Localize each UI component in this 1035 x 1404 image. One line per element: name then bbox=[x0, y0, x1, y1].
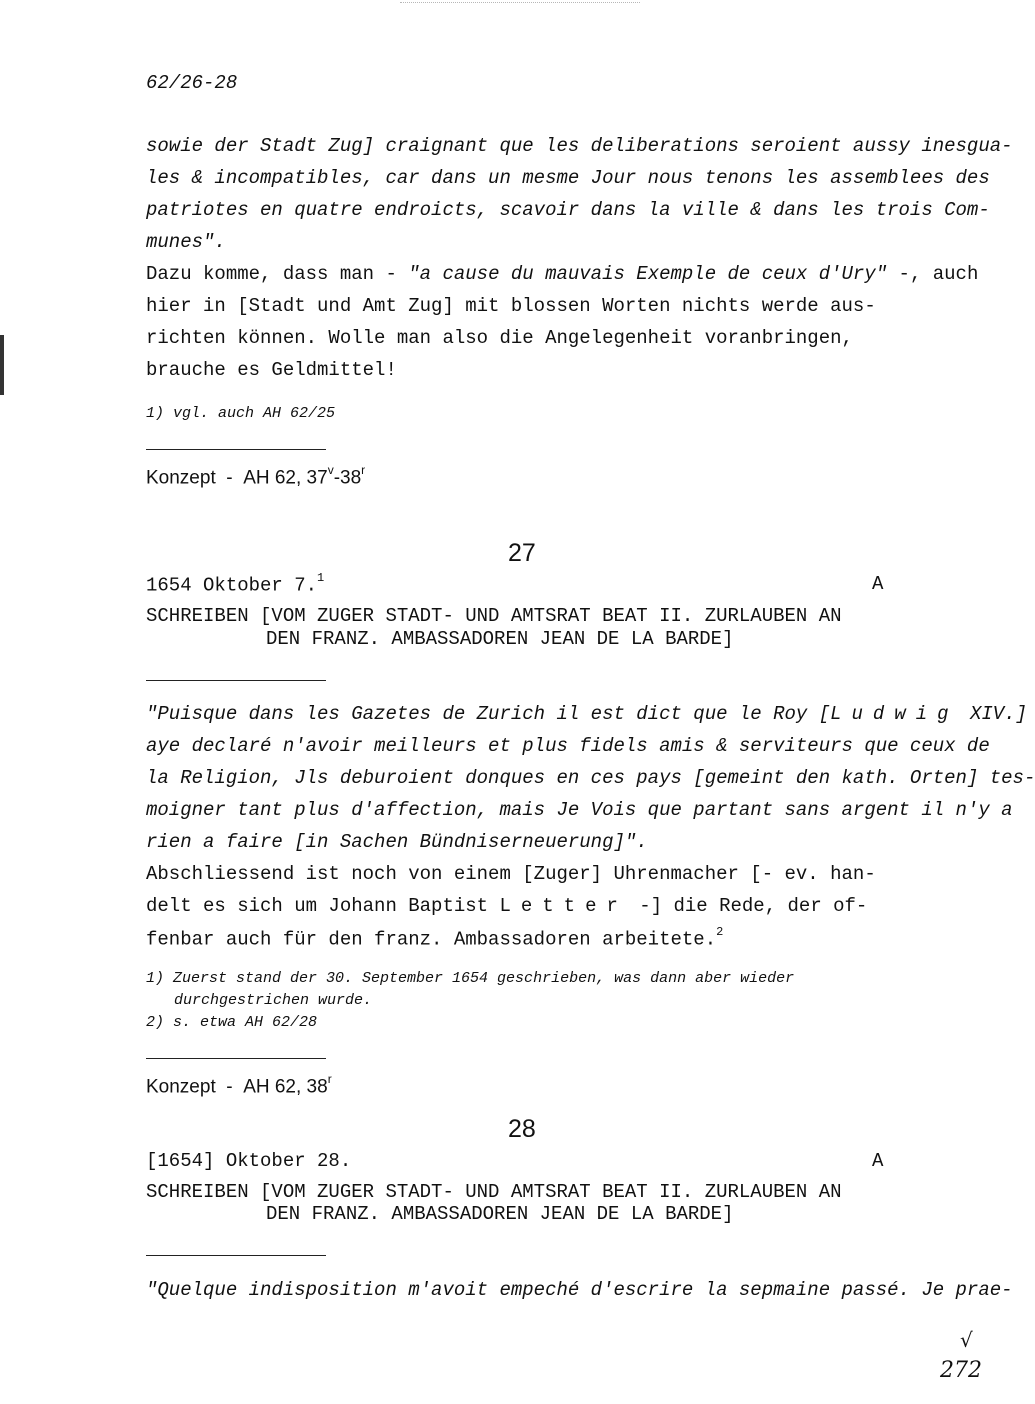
quote-inline: "a cause du mauvais Exemple de ceux d'Ury" bbox=[408, 263, 888, 285]
scan-artifact bbox=[400, 2, 640, 8]
footnote: 2) s. etwa AH 62/28 bbox=[146, 1014, 318, 1031]
document-title: DEN FRANZ. AMBASSADOREN JEAN DE LA BARDE] bbox=[266, 1203, 734, 1225]
document-number: 27 bbox=[508, 539, 536, 567]
paragraph-line bbox=[146, 895, 867, 917]
quote-text: "Puisque dans les Gazetes de Zurich il est dict que le Roy [ bbox=[146, 703, 831, 725]
konzept-label: Konzept bbox=[146, 467, 216, 489]
paragraph-line: hier in [Stadt und Amt Zug] mit blossen Worten nichts werde aus- bbox=[146, 295, 876, 317]
paragraph-line: richten können. Wolle man also die Angelegenheit voranbringen, bbox=[146, 327, 853, 349]
quote-line: moigner tant plus d'affection, mais Je Vois que partant sans argent il n'y a bbox=[146, 799, 1013, 821]
konzept-folio: -38 bbox=[333, 467, 362, 489]
paragraph-line: brauche es Geldmittel! bbox=[146, 359, 397, 381]
paragraph-line bbox=[146, 263, 978, 285]
quote-line: patriotes en quatre endroicts, scavoir dans la ville & dans les trois Com- bbox=[146, 199, 990, 221]
document-title: SCHREIBEN [VOM ZUGER STADT- UND AMTSRAT BEAT II. ZURLAUBEN AN bbox=[146, 1181, 842, 1203]
footnote: 1) vgl. auch AH 62/25 bbox=[146, 405, 336, 422]
check-mark: √ bbox=[960, 1328, 973, 1352]
scan-edge-mark bbox=[0, 335, 4, 395]
quote-line: les & incompatibles, car dans un mesme Jour nous tenons les assemblees des bbox=[146, 167, 990, 189]
separator-rule bbox=[146, 680, 326, 681]
separator-rule bbox=[146, 1058, 326, 1059]
paragraph-text: Dazu komme, dass man - bbox=[146, 263, 409, 285]
paragraph-text: delt es sich um Johann Baptist bbox=[146, 895, 500, 917]
quote-line: aye declaré n'avoir meilleurs et plus fidels amis & serviteurs que ceux de bbox=[146, 735, 990, 757]
quote-line: rien a faire [in Sachen Bündniserneuerung]". bbox=[146, 831, 648, 853]
konzept-sup: r bbox=[327, 1072, 332, 1086]
page-reference: 62/26-28 bbox=[146, 72, 238, 94]
konzept-reference bbox=[146, 465, 365, 489]
konzept-folio: AH 62, 37 bbox=[243, 467, 328, 489]
paragraph-text: fenbar auch für den franz. Ambassadoren arbeitete. bbox=[146, 928, 717, 951]
footnote: 1) Zuerst stand der 30. September 1654 geschrieben, was dann aber wieder bbox=[146, 970, 795, 987]
quote-line: sowie der Stadt Zug] craignant que les deliberations seroient aussy inesgua- bbox=[146, 135, 1013, 157]
quote-text: XIV.] bbox=[958, 703, 1027, 725]
konzept-reference bbox=[146, 1074, 332, 1098]
paragraph-text: -, auch bbox=[887, 263, 979, 285]
document-date bbox=[146, 573, 324, 596]
footnote-marker: 2 bbox=[716, 925, 724, 939]
document-type-letter: A bbox=[872, 1150, 884, 1172]
spaced-name: Ludwig bbox=[830, 703, 959, 725]
spaced-name: Letter bbox=[499, 895, 628, 917]
konzept-label: Konzept bbox=[146, 1076, 216, 1098]
quote-line: la Religion, Jls deburoient donques en ces pays [gemeint den kath. Orten] tes- bbox=[146, 767, 1035, 789]
document-number: 28 bbox=[508, 1115, 536, 1143]
date-text: 1654 Oktober 7. bbox=[146, 574, 318, 597]
paragraph-line bbox=[146, 927, 723, 950]
paragraph-line: Abschliessend ist noch von einem [Zuger] Uhrenmacher [- ev. han- bbox=[146, 863, 876, 885]
paragraph-text: -] die Rede, der of- bbox=[627, 895, 868, 917]
konzept-dash: - bbox=[226, 467, 233, 489]
footnote-marker: 1 bbox=[317, 571, 325, 585]
konzept-dash: - bbox=[226, 1076, 233, 1098]
handwritten-page-number: 272 bbox=[940, 1358, 982, 1383]
konzept-sup: r bbox=[361, 463, 366, 477]
document-title: SCHREIBEN [VOM ZUGER STADT- UND AMTSRAT BEAT II. ZURLAUBEN AN bbox=[146, 605, 842, 627]
quote-line: "Quelque indisposition m'avoit empeché d'escrire la sepmaine passé. Je prae- bbox=[146, 1279, 1013, 1301]
separator-rule bbox=[146, 449, 326, 450]
konzept-folio: AH 62, 38 bbox=[243, 1076, 328, 1098]
separator-rule bbox=[146, 1255, 326, 1256]
document-type-letter: A bbox=[872, 573, 884, 595]
footnote: durchgestrichen wurde. bbox=[174, 992, 373, 1009]
quote-line: munes". bbox=[146, 231, 226, 253]
document-date: [1654] Oktober 28. bbox=[146, 1150, 352, 1172]
quote-line bbox=[146, 703, 1027, 725]
document-title: DEN FRANZ. AMBASSADOREN JEAN DE LA BARDE] bbox=[266, 628, 734, 650]
konzept-sup: v bbox=[327, 463, 334, 477]
